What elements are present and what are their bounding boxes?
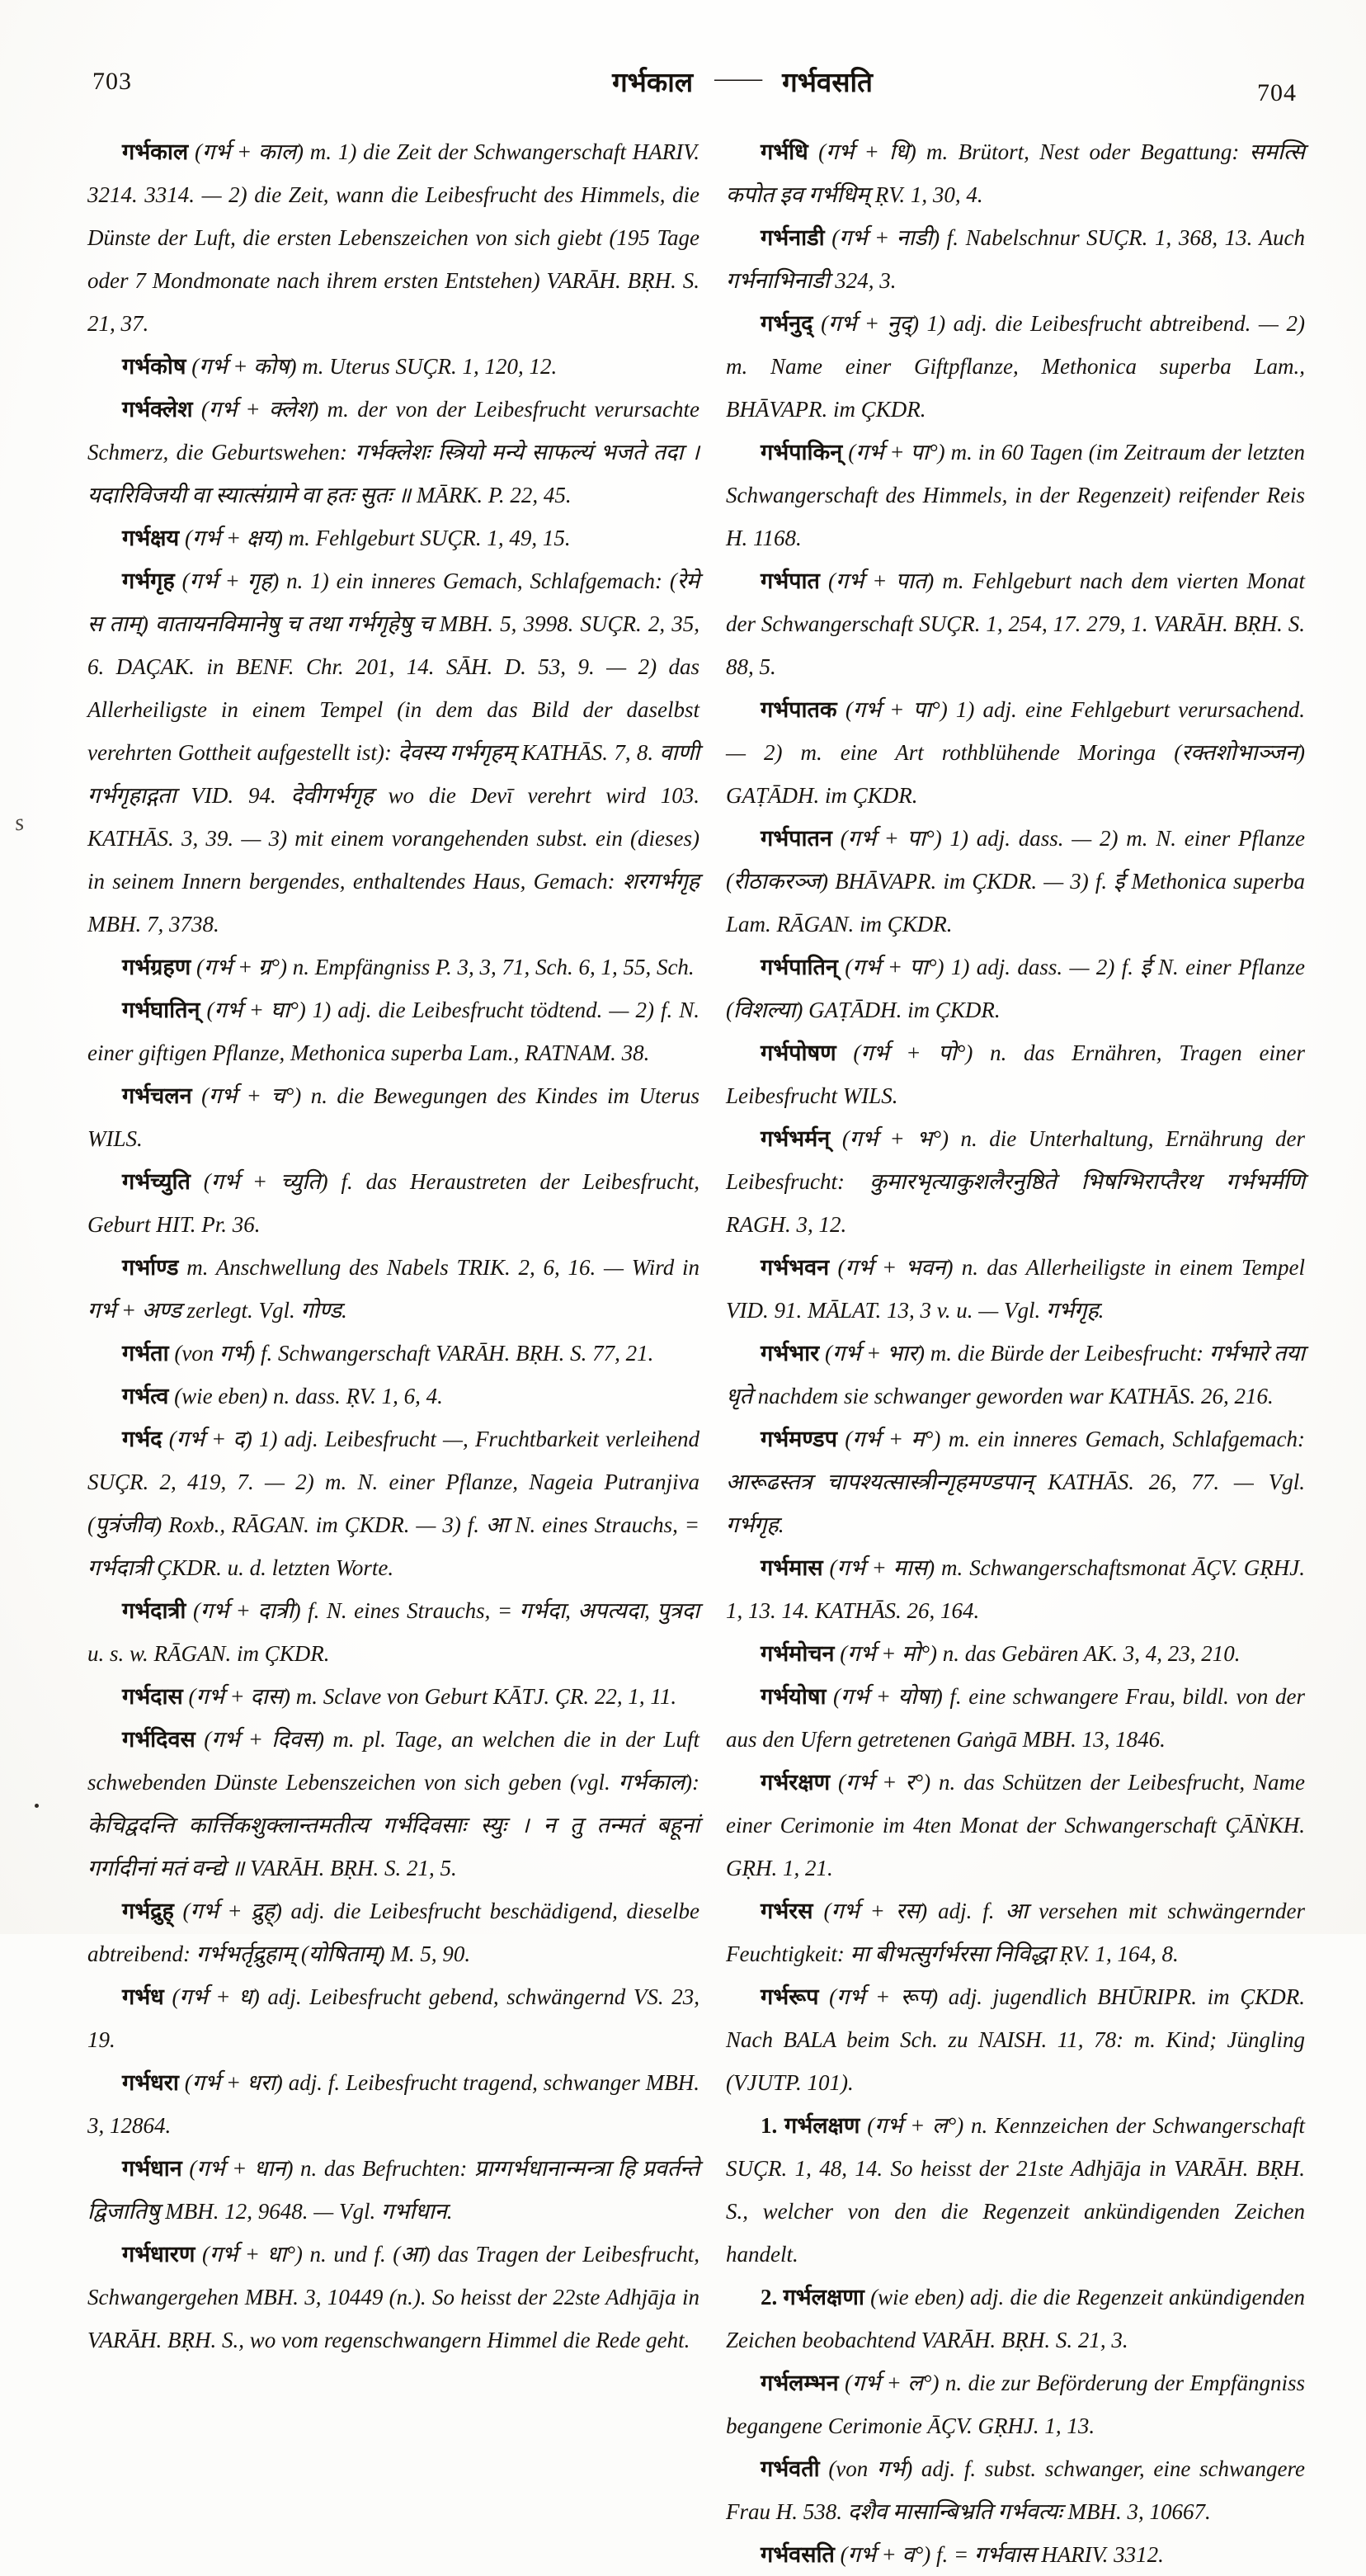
dictionary-entry bbox=[87, 1332, 699, 1375]
entry-headword: गर्भमोचन bbox=[761, 1641, 835, 1666]
dictionary-entry bbox=[726, 130, 1305, 216]
dictionary-entry bbox=[726, 1418, 1305, 1546]
entry-body: (गर्भ + योषा) f. eine schwangere Frau, bildl. von der aus den Ufern getretenen Gaṅgā MBH. 13, 1846. bbox=[726, 1684, 1305, 1752]
entry-headword: गर्भपात bbox=[761, 569, 820, 593]
entry-body: m. Anschwellung des Nabels TRIK. 2, 6, 16. — Wird in गर्भ + अण्ड zerlegt. Vgl. गोण्ड. bbox=[87, 1255, 700, 1323]
entry-headword: गर्भकाल bbox=[122, 139, 189, 164]
entry-body: (गर्भ + ग्र°) n. Empfängniss P. 3, 3, 71, Sch. 6, 1, 55, Sch. bbox=[196, 955, 695, 979]
entry-body: (गर्भ + मो°) n. das Gebären AK. 3, 4, 23, 210. bbox=[840, 1641, 1241, 1666]
entry-body: (गर्भ + दात्री) f. N. eines Strauchs, = गर्भदा, अपत्यदा, पुत्रदा u. s. w. RĀGAN. im ÇKDR. bbox=[87, 1598, 699, 1666]
entry-body: (गर्भ + द) 1) adj. Leibesfrucht —, Fruchtbarkeit verleihend SUÇR. 2, 419, 7. — 2) m. N. einer Pflanze, Nageia Putranjiva (पुत्रंजीव) Roxb., RĀGAN. im ÇKDR. — 3) f. आ N. eines Strauchs, = गर्भदात्री ÇKDR. u. d. letzten Worte. bbox=[87, 1427, 699, 1580]
dictionary-entry bbox=[726, 946, 1305, 1031]
entry-headword: गर्भद्रुह् bbox=[122, 1899, 174, 1923]
entry-body: (गर्भ + पात) m. Fehlgeburt nach dem vierten Monat der Schwangerschaft SUÇR. 1, 254, 17. 279, 1. VARĀH. BṚH. S. 88, 5. bbox=[726, 569, 1305, 679]
entry-headword: गर्भघातिन् bbox=[122, 998, 200, 1022]
entry-body: (गर्भ + मास) m. Schwangerschaftsmonat ĀÇV. GṚHJ. 1, 13. 14. KATHĀS. 26, 164. bbox=[726, 1555, 1306, 1623]
entry-body: (गर्भ + धि) m. Brütort, Nest oder Begattung: समत्सि कपोत इव गर्भधिम् ṚV. 1, 30, 4. bbox=[726, 139, 1305, 207]
dictionary-entry bbox=[87, 1718, 699, 1890]
dictionary-entry bbox=[87, 130, 699, 345]
dictionary-entry bbox=[87, 1589, 699, 1675]
dictionary-entry bbox=[726, 2361, 1305, 2447]
entry-headword: गर्भमास bbox=[761, 1555, 823, 1580]
entry-headword: गर्भधान bbox=[122, 2156, 182, 2181]
entry-headword: गर्भरस bbox=[761, 1899, 813, 1923]
entry-headword: गर्भभवन bbox=[761, 1255, 830, 1280]
entry-body: (गर्भ + कोष) m. Uterus SUÇR. 1, 120, 12. bbox=[191, 354, 558, 379]
entry-body: (गर्भ + ध) adj. Leibesfrucht gebend, schwängernd VS. 23, 19. bbox=[87, 1984, 699, 2052]
entry-headword: गर्भद bbox=[122, 1427, 163, 1451]
entry-body: (गर्भ + ल°) n. Kennzeichen der Schwangerschaft SUÇR. 1, 48, 14. So heisst der 21ste Adhjāja in VARĀH. BṚH. S., welcher von den die Regenzeit ankündigenden Zeichen handelt. bbox=[726, 2113, 1305, 2267]
dictionary-entry bbox=[87, 345, 699, 388]
dictionary-entry bbox=[87, 1418, 699, 1589]
dictionary-entry bbox=[87, 946, 699, 988]
dictionary-entry bbox=[726, 1761, 1305, 1890]
entry-headword: गर्भदिवस bbox=[122, 1727, 195, 1752]
running-head-last-word: गर्भवसति bbox=[782, 68, 873, 98]
entry-headword: गर्भच्युति bbox=[122, 1169, 191, 1194]
entry-body: (गर्भ + भ°) n. die Unterhaltung, Ernährung der Leibesfrucht: कुमारभृत्याकुशलैरनुष्ठिते भिषग्भिराप्तैरथ गर्भभर्मणि RAGH. 3, 12. bbox=[726, 1126, 1306, 1237]
entry-body: (गर्भ + धरा) adj. f. Leibesfrucht tragend, schwanger MBH. 3, 12864. bbox=[87, 2070, 700, 2138]
entry-headword: गर्भपातिन् bbox=[761, 955, 838, 979]
entry-body: (गर्भ + गृह) n. 1) ein inneres Gemach, Schlafgemach: (रेमे स ताम्) वातायनविमानेषु च तथा गर्भगृहेषु च MBH. 5, 3998. SUÇR. 2, 35, 6. DAÇAK. in BENF. Chr. 201, 14. SĀH. D. 53, 9. — 2) das Allerheiligste in einem Tempel (in dem das Bild der daselbst verehrten Gottheit aufgestellt ist): देवस्य गर्भगृहम् KATHĀS. 7, 8. वाणी गर्भगृहाद्गता VID. 94. देवीगर्भगृह wo die Devī verehrt wird 103. KATHĀS. 3, 39. — 3) mit einem vorangehenden subst. ein (dieses) in seinem Innern bergendes, enthaltendes Haus, Gemach: शरगर्भगृह MBH. 7, 3738. bbox=[87, 569, 699, 937]
dictionary-entry bbox=[87, 1375, 699, 1418]
dictionary-entry bbox=[726, 216, 1305, 302]
dictionary-entry bbox=[726, 2533, 1305, 2576]
dictionary-entry bbox=[726, 2104, 1305, 2276]
entry-headword: गर्भपातक bbox=[761, 697, 837, 722]
entry-headword: 2. गर्भलक्षणा bbox=[761, 2285, 864, 2309]
dictionary-entry bbox=[726, 559, 1305, 688]
dictionary-entry bbox=[726, 817, 1305, 946]
entry-body: (गर्भ + पा°) 1) adj. eine Fehlgeburt verursachend. — 2) m. eine Art rothblühende Moringa (रक्तशोभाञ्जन) GAṬĀDH. im ÇKDR. bbox=[726, 697, 1306, 808]
dictionary-entry bbox=[87, 517, 699, 559]
entry-headword: गर्भकोष bbox=[122, 354, 186, 379]
entry-body: (गर्भ + रूप) adj. jugendlich BHŪRIPR. im ÇKDR. Nach BALA beim Sch. zu NAISH. 11, 78: m. Kind; Jüngling (VJUTP. 101). bbox=[726, 1984, 1306, 2095]
dictionary-entry bbox=[726, 1675, 1305, 1761]
entry-headword: गर्भरक्षण bbox=[761, 1770, 831, 1795]
dictionary-entry bbox=[87, 1074, 699, 1160]
entry-headword: गर्भदात्री bbox=[122, 1598, 186, 1623]
dictionary-entry bbox=[726, 1632, 1305, 1675]
dictionary-entry bbox=[726, 1890, 1305, 1975]
dictionary-entry bbox=[87, 2233, 699, 2361]
dictionary-entry bbox=[726, 1246, 1305, 1332]
entry-body: (गर्भ + र°) n. das Schützen der Leibesfrucht, Name einer Cerimonie im 4ten Monat der Schwangerschaft ÇĀṄKH. GṚH. 1, 21. bbox=[726, 1770, 1306, 1880]
entry-body: (गर्भ + पा°) m. in 60 Tagen (im Zeitraum der letzten Schwangerschaft des Himmels, in der Regenzeit) reifender Reis H. 1168. bbox=[726, 440, 1306, 550]
entry-headword: गर्भक्षय bbox=[122, 526, 180, 550]
entry-headword: गर्भधरा bbox=[122, 2070, 179, 2095]
entry-body: (गर्भ + नुद्) 1) adj. die Leibesfrucht abtreibend. — 2) m. Name einer Giftpflanze, Methonica superba Lam., BHĀVAPR. im ÇKDR. bbox=[726, 311, 1306, 422]
entry-body: (गर्भ + च°) n. die Bewegungen des Kindes im Uterus WILS. bbox=[87, 1083, 699, 1151]
dictionary-entry bbox=[726, 688, 1305, 817]
running-head bbox=[544, 63, 940, 100]
entry-body: (गर्भ + घा°) 1) adj. die Leibesfrucht tödtend. — 2) f. N. einer giftigen Pflanze, Methonica superba Lam., RATNAM. 38. bbox=[87, 998, 700, 1065]
entry-headword: गर्भपातन bbox=[761, 826, 832, 851]
entry-body: (गर्भ + च्युति) f. das Heraustreten der Leibesfrucht, Geburt HIT. Pr. 36. bbox=[87, 1169, 699, 1237]
entry-body: (गर्भ + पा°) 1) adj. dass. — 2) m. N. einer Pflanze (रीठाकरञ्ज) BHĀVAPR. im ÇKDR. — 3) f. ई Methonica superba Lam. RĀGAN. im ÇKDR. bbox=[726, 826, 1305, 937]
entry-body: (गर्भ + नाडी) f. Nabelschnur SUÇR. 1, 368, 13. Auch गर्भनाभिनाडी 324, 3. bbox=[726, 225, 1305, 293]
page-number-left: 703 bbox=[92, 68, 132, 95]
entry-headword: गर्भनुद् bbox=[761, 311, 813, 336]
right-column bbox=[726, 130, 1305, 2576]
entry-headword: गर्भचलन bbox=[122, 1083, 192, 1108]
dictionary-entry bbox=[726, 2447, 1305, 2533]
dictionary-entry bbox=[87, 1890, 699, 1975]
entry-body: (गर्भ + भार) m. die Bürde der Leibesfrucht: गर्भभारे तया धृते nachdem sie schwanger geworden war KATHĀS. 26, 216. bbox=[726, 1341, 1305, 1408]
entry-headword: गर्भवती bbox=[761, 2456, 820, 2481]
entry-body: (गर्भ + धान) n. das Befruchten: प्राग्गर्भधानान्मन्त्रा हि प्रवर्तन्ते द्विजातिषु MBH. 12, 9648. — Vgl. गर्भाधान. bbox=[87, 2156, 700, 2224]
entry-headword: गर्भधि bbox=[761, 139, 808, 164]
left-column bbox=[87, 130, 699, 2361]
entry-headword: 1. गर्भलक्षण bbox=[761, 2113, 860, 2138]
entry-headword: गर्भपोषण bbox=[761, 1040, 836, 1065]
entry-headword: गर्भयोषा bbox=[761, 1684, 827, 1709]
entry-body: (wie eben) adj. die die Regenzeit ankündigenden Zeichen beobachtend VARĀH. BṚH. S. 21, 3. bbox=[726, 2285, 1305, 2352]
dictionary-entry bbox=[726, 1031, 1305, 1117]
entry-headword: गर्भदास bbox=[122, 1684, 183, 1709]
dictionary-entry bbox=[726, 2276, 1305, 2361]
entry-headword: गर्भमण्डप bbox=[761, 1427, 837, 1451]
entry-body: (गर्भ + रस) adj. f. आ versehen mit schwängernder Feuchtigkeit: मा बीभत्सुर्गर्भरसा निविद्धा ṚV. 1, 164, 8. bbox=[726, 1899, 1305, 1966]
entry-body: (गर्भ + म°) m. ein inneres Gemach, Schlafgemach: आरूढस्तत्र चापश्यत्सास्त्रीन्गृहमण्डपान् KATHĀS. 26, 77. — Vgl. गर्भगृह. bbox=[726, 1427, 1306, 1537]
entry-headword: गर्भरूप bbox=[761, 1984, 819, 2009]
entry-headword: गर्भत्व bbox=[122, 1384, 169, 1408]
entry-body: (wie eben) n. dass. ṚV. 1, 6, 4. bbox=[174, 1384, 443, 1408]
dictionary-entry bbox=[87, 2147, 699, 2233]
dictionary-entry bbox=[87, 1246, 699, 1332]
dictionary-entry bbox=[87, 988, 699, 1074]
entry-headword: गर्भभर्मन् bbox=[761, 1126, 831, 1151]
entry-body: (गर्भ + पा°) 1) adj. dass. — 2) f. ई N. einer Pflanze (विशल्या) GAṬĀDH. im ÇKDR. bbox=[726, 955, 1305, 1022]
entry-headword: गर्भधारण bbox=[122, 2242, 195, 2267]
dictionary-entry bbox=[726, 431, 1305, 559]
entry-headword: गर्भलम्भन bbox=[761, 2371, 839, 2395]
entry-headword: गर्भभार bbox=[761, 1341, 820, 1366]
entry-headword: गर्भवसति bbox=[761, 2542, 835, 2567]
entry-body: (गर्भ + पो°) n. das Ernähren, Tragen einer Leibesfrucht WILS. bbox=[726, 1040, 1305, 1108]
dictionary-entry bbox=[726, 1546, 1305, 1632]
entry-body: (गर्भ + काल) m. 1) die Zeit der Schwangerschaft HARIV. 3214. 3314. — 2) die Zeit, wann die Leibesfrucht des Himmels, die Dünste der Luft, die ersten Lebenszeichen von sich giebt (195 Tage oder 7 Mondmonate nach ihrem ersten Entstehen) VARĀH. BṚH. S. 21, 37. bbox=[87, 139, 699, 336]
entry-body: (von गर्भ) adj. f. subst. schwanger, eine schwangere Frau H. 538. दशैव मासान्बिभ्रति गर्भवत्यः MBH. 3, 10667. bbox=[726, 2456, 1306, 2524]
margin-annotation-mark: s bbox=[12, 809, 26, 837]
dictionary-entry bbox=[726, 1332, 1305, 1418]
entry-headword: गर्भध bbox=[122, 1984, 164, 2009]
entry-headword: गर्भता bbox=[122, 1341, 169, 1366]
dictionary-entry bbox=[726, 1975, 1305, 2104]
entry-body: (गर्भ + दिवस) m. pl. Tage, an welchen die in der Luft schwebenden Dünste Lebenszeichen von sich geben (vgl. गर्भकाल): केचिद्वदन्ति कार्त्तिकशुक्लान्तमतीत्य गर्भदिवसाः स्युः । न तु तन्मतं बहूनां गर्गादीनां मतं वन्द्ये ॥ VARĀH. BṚH. S. 21, 5. bbox=[87, 1727, 699, 1880]
dictionary-entry bbox=[87, 2061, 699, 2147]
entry-headword: गर्भपाकिन् bbox=[761, 440, 843, 465]
entry-body: (गर्भ + द्रुह्) adj. die Leibesfrucht beschädigend, dieselbe abtreibend: गर्भभर्तृद्रुहाम् (योषिताम्) M. 5, 90. bbox=[87, 1899, 699, 1966]
entry-headword: गर्भग्रहण bbox=[122, 955, 191, 979]
entry-body: (गर्भ + ल°) n. die zur Beförderung der Empfängniss begangene Cerimonie ĀÇV. GṚHJ. 1, 13. bbox=[726, 2371, 1305, 2438]
page-number-right: 704 bbox=[1257, 79, 1297, 106]
entry-body: (गर्भ + दास) m. Sclave von Geburt KĀTJ. ÇR. 22, 1, 11. bbox=[188, 1684, 677, 1709]
dictionary-entry bbox=[726, 302, 1305, 431]
scan-speck bbox=[35, 1804, 39, 1808]
entry-body: (गर्भ + धा°) n. und f. (आ) das Tragen der Leibesfrucht, Schwangergehen MBH. 3, 10449 (n.). So heisst der 22ste Adhjāja in VARĀH. BṚH. S., wo vom regenschwangern Himmel die Rede geht. bbox=[87, 2242, 699, 2352]
dictionary-entry bbox=[87, 1975, 699, 2061]
entry-body: (गर्भ + क्लेश) m. der von der Leibesfrucht verursachte Schmerz, die Geburtswehen: गर्भक्लेशः स्त्रियो मन्ये साफल्यं भजते तदा । यदारिविजयी वा स्यात्संग्रामे वा हतः सुतः ॥ MĀRK. P. 22, 45. bbox=[87, 397, 700, 507]
dictionary-entry bbox=[87, 559, 699, 946]
entry-headword: गर्भाण्ड bbox=[122, 1255, 179, 1280]
entry-body: (von गर्भ) f. Schwangerschaft VARĀH. BṚH. S. 77, 21. bbox=[174, 1341, 654, 1366]
dictionary-entry bbox=[87, 1160, 699, 1246]
running-head-first-word: गर्भकाल bbox=[612, 68, 694, 98]
dictionary-entry bbox=[87, 388, 699, 517]
entry-body: (गर्भ + भवन) n. das Allerheiligste in einem Tempel VID. 91. MĀLAT. 13, 3 v. u. — Vgl. गर्भगृह. bbox=[726, 1255, 1306, 1323]
entry-headword: गर्भक्लेश bbox=[122, 397, 193, 422]
entry-body: (गर्भ + व°) f. = गर्भवास HARIV. 3312. bbox=[840, 2542, 1164, 2567]
dictionary-entry bbox=[726, 1117, 1305, 1246]
dictionary-entry bbox=[87, 1675, 699, 1718]
entry-body: (गर्भ + क्षय) m. Fehlgeburt SUÇR. 1, 49, 15. bbox=[184, 526, 571, 550]
running-head-separator: —— bbox=[714, 64, 761, 92]
entry-headword: गर्भनाडी bbox=[761, 225, 825, 250]
entry-headword: गर्भगृह bbox=[122, 569, 175, 593]
